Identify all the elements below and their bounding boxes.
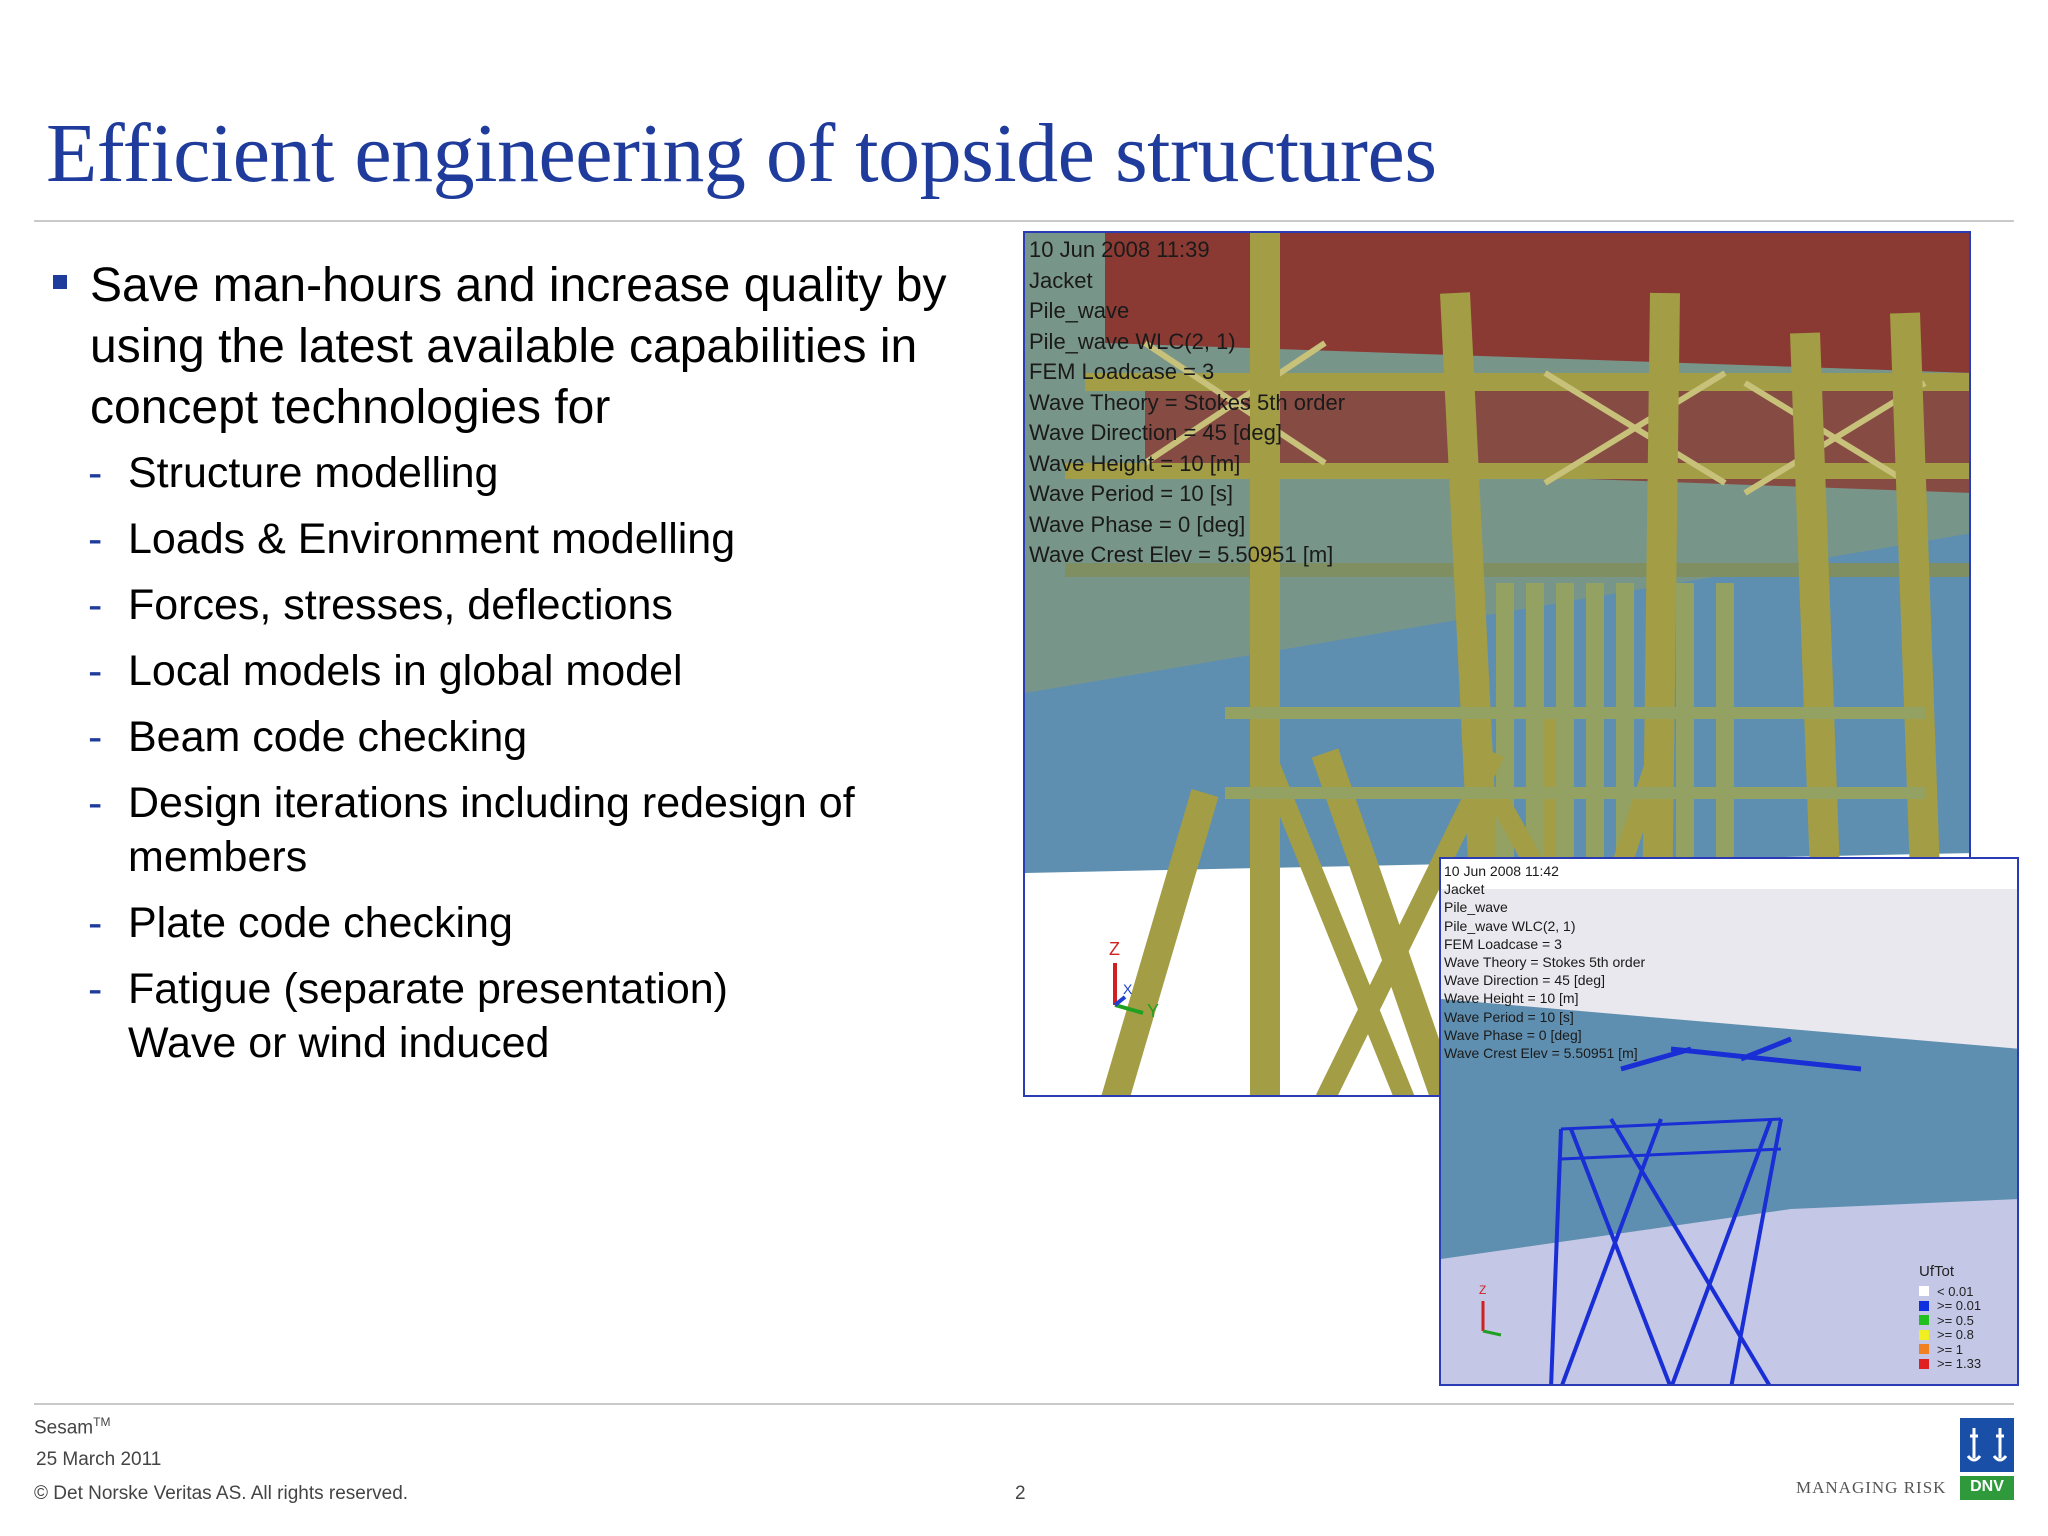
uftot-legend	[1919, 1263, 2009, 1371]
legend-swatch	[1919, 1286, 1929, 1296]
legend-swatch	[1919, 1359, 1929, 1369]
slide-title: Efficient engineering of topside structures	[46, 107, 1437, 200]
legend-label: >= 0.8	[1937, 1327, 1974, 1343]
dash-bullet-icon: -	[88, 581, 103, 629]
legend-item	[1919, 1328, 2009, 1343]
brand-name: Sesam	[34, 1417, 94, 1439]
axis-y-label: Y	[1147, 1001, 1160, 1021]
square-bullet-icon	[53, 275, 67, 289]
sub-bullet-text: Beam code checking	[128, 713, 528, 761]
legend-rows	[1919, 1284, 2009, 1371]
page-number: 2	[1015, 1483, 1026, 1504]
sub-bullet-item	[50, 512, 950, 566]
dash-bullet-icon: -	[88, 449, 103, 497]
axis-z-label-small: Z	[1479, 1283, 1487, 1297]
sub-bullet-item	[50, 896, 950, 950]
dash-bullet-icon: -	[88, 779, 103, 827]
legend-label: >= 1.33	[1937, 1356, 1982, 1372]
sub-bullet-text: Forces, stresses, deflections	[128, 581, 673, 629]
sub-bullet-list	[50, 446, 950, 1070]
axis-triad-icon	[1095, 939, 1165, 1025]
code-check-render	[1439, 857, 2019, 1386]
legend-swatch	[1919, 1344, 1929, 1354]
main-bullet	[50, 255, 950, 438]
dash-bullet-icon: -	[88, 713, 103, 761]
footer-slogan: MANAGING RISK	[1796, 1478, 1947, 1497]
sub-bullet-text: Structure modelling	[128, 449, 499, 497]
dash-bullet-icon: -	[88, 965, 103, 1013]
sub-bullet-text: Loads & Environment modelling	[128, 515, 736, 563]
legend-swatch	[1919, 1330, 1929, 1340]
dash-bullet-icon: -	[88, 899, 103, 947]
dash-bullet-icon: -	[88, 647, 103, 695]
title-divider	[34, 220, 2014, 222]
legend-label: >= 0.01	[1937, 1298, 1982, 1314]
sub-bullet-text: Local models in global model	[128, 647, 683, 695]
dash-bullet-icon: -	[88, 515, 103, 563]
footer-date: 25 March 2011	[36, 1449, 162, 1470]
dnv-logo-icon	[1960, 1418, 2014, 1500]
main-bullet-text: Save man-hours and increase quality by using the latest available capabilities in concept technologies for	[90, 259, 947, 434]
legend-item	[1919, 1284, 2009, 1299]
sub-bullet-text: Plate code checking	[128, 899, 513, 947]
legend-item	[1919, 1313, 2009, 1328]
logo-text: DNV	[1970, 1478, 2004, 1495]
sub-bullet-item	[50, 710, 950, 764]
footer-copyright: © Det Norske Veritas AS. All rights reserved.	[34, 1483, 409, 1504]
sub-bullet-text: Design iterations including redesign of members	[128, 779, 855, 881]
legend-item	[1919, 1299, 2009, 1314]
legend-swatch	[1919, 1315, 1929, 1325]
axis-x-label: X	[1123, 981, 1133, 997]
sub-bullet-item	[50, 446, 950, 500]
legend-label: < 0.01	[1937, 1283, 1974, 1299]
legend-label: >= 1	[1937, 1341, 1964, 1357]
sub-bullet-text: Fatigue (separate presentation) Wave or wind induced	[128, 965, 728, 1067]
legend-swatch	[1919, 1301, 1929, 1311]
analysis-info-overlay-small: 10 Jun 2008 11:42 Jacket Pile_wave Pile_wave WLC(2, 1) FEM Loadcase = 3 Wave Theory = Stokes 5th order Wave Direction = 45 [deg] Wave Height = 10 [m] Wave Period = 10 [s] Wave Phase = 0 [deg] Wave Crest Elev = 5.50951 [m]	[1444, 863, 1646, 1062]
legend-item	[1919, 1342, 2009, 1357]
sub-bullet-item	[50, 962, 950, 1070]
legend-item	[1919, 1357, 2009, 1372]
legend-title: UfTot	[1919, 1263, 1955, 1280]
legend-label: >= 0.5	[1937, 1312, 1974, 1328]
sub-bullet-item	[50, 644, 950, 698]
sub-bullet-item	[50, 776, 950, 884]
axis-z-label: Z	[1109, 939, 1120, 959]
axis-triad-small-icon	[1473, 1283, 1513, 1339]
analysis-info-overlay: 10 Jun 2008 11:39 Jacket Pile_wave Pile_wave WLC(2, 1) FEM Loadcase = 3 Wave Theory = Stokes 5th order Wave Direction = 45 [deg] Wave Height = 10 [m] Wave Period = 10 [s] Wave Phase = 0 [deg] Wave Crest Elev = 5.50951 [m]	[1029, 237, 1346, 567]
footer-divider	[34, 1403, 2014, 1405]
brand-trademark: TM	[93, 1415, 111, 1429]
slide-content	[50, 255, 950, 1082]
sub-bullet-item	[50, 578, 950, 632]
footer-brand	[34, 1415, 110, 1439]
